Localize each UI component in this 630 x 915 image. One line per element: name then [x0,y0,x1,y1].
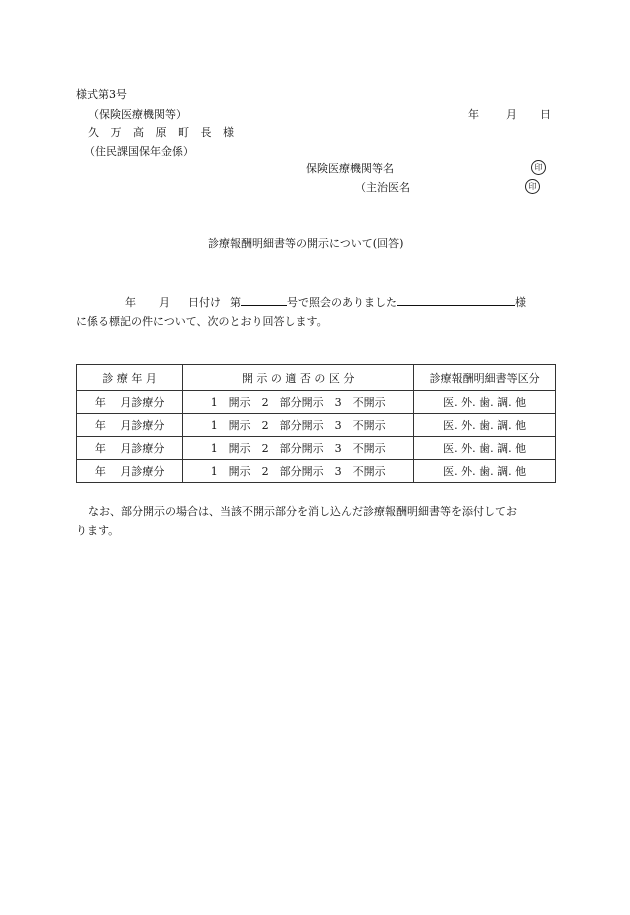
disclosure-table [76,364,556,483]
body-month: 月 [159,296,170,309]
sender-group: （保険医療機関等） [88,108,187,121]
header-category: 診療報酬明細書等区分 [414,365,556,391]
row-disclosure: 1 開示 2 部分開示 3 不開示 [183,460,414,483]
doctor-name-label: （主治医名 [355,181,410,194]
row-period: 年 月診療分 [77,460,183,483]
body-number-suffix: 号で照会のありました [287,296,397,309]
table-header-row [77,365,556,391]
row-disclosure: 1 開示 2 部分開示 3 不開示 [183,414,414,437]
body-honorific: 様 [515,296,526,309]
date-month: 月 [506,108,517,121]
table-row [77,391,556,414]
note-line1: なお、部分開示の場合は、当該不開示部分を消し込んだ診療報酬明細書等を添付してお [88,505,517,518]
row-category: 医. 外. 歯. 調. 他 [414,391,556,414]
body-line1 [125,293,526,310]
body-number-prefix: 第 [230,296,241,309]
note-line2: ります。 [76,524,120,537]
doctor-seal [525,179,540,194]
row-disclosure: 1 開示 2 部分開示 3 不開示 [183,391,414,414]
row-period: 年 月診療分 [77,391,183,414]
document-title: 診療報酬明細書等の開示について(回答) [208,237,404,250]
table-row [77,460,556,483]
date-year: 年 [468,108,479,121]
row-category: 医. 外. 歯. 調. 他 [414,460,556,483]
row-category: 医. 外. 歯. 調. 他 [414,414,556,437]
reference-number-blank [241,293,287,306]
institution-seal [531,160,546,175]
recipient: 久 万 高 原 町 長 様 [88,126,234,139]
row-period: 年 月診療分 [77,437,183,460]
table-row [77,414,556,437]
institution-name-label: 保険医療機関等名 [306,162,394,175]
table-row [77,437,556,460]
form-number: 様式第3号 [76,88,127,101]
row-period: 年 月診療分 [77,414,183,437]
date-day: 日 [540,108,551,121]
header-period: 診 療 年 月 [77,365,183,391]
body-line2: に係る標記の件について、次のとおり回答します。 [76,315,328,328]
body-year: 年 [125,296,136,309]
body-dated: 日付け [188,296,221,309]
seal-icon: 印 [525,179,540,194]
header-disclosure: 開 示 の 適 否 の 区 分 [183,365,414,391]
row-category: 医. 外. 歯. 調. 他 [414,437,556,460]
recipient-dept: （住民課国保年金係） [84,145,194,158]
seal-icon: 印 [531,160,546,175]
patient-name-blank [397,293,515,306]
row-disclosure: 1 開示 2 部分開示 3 不開示 [183,437,414,460]
